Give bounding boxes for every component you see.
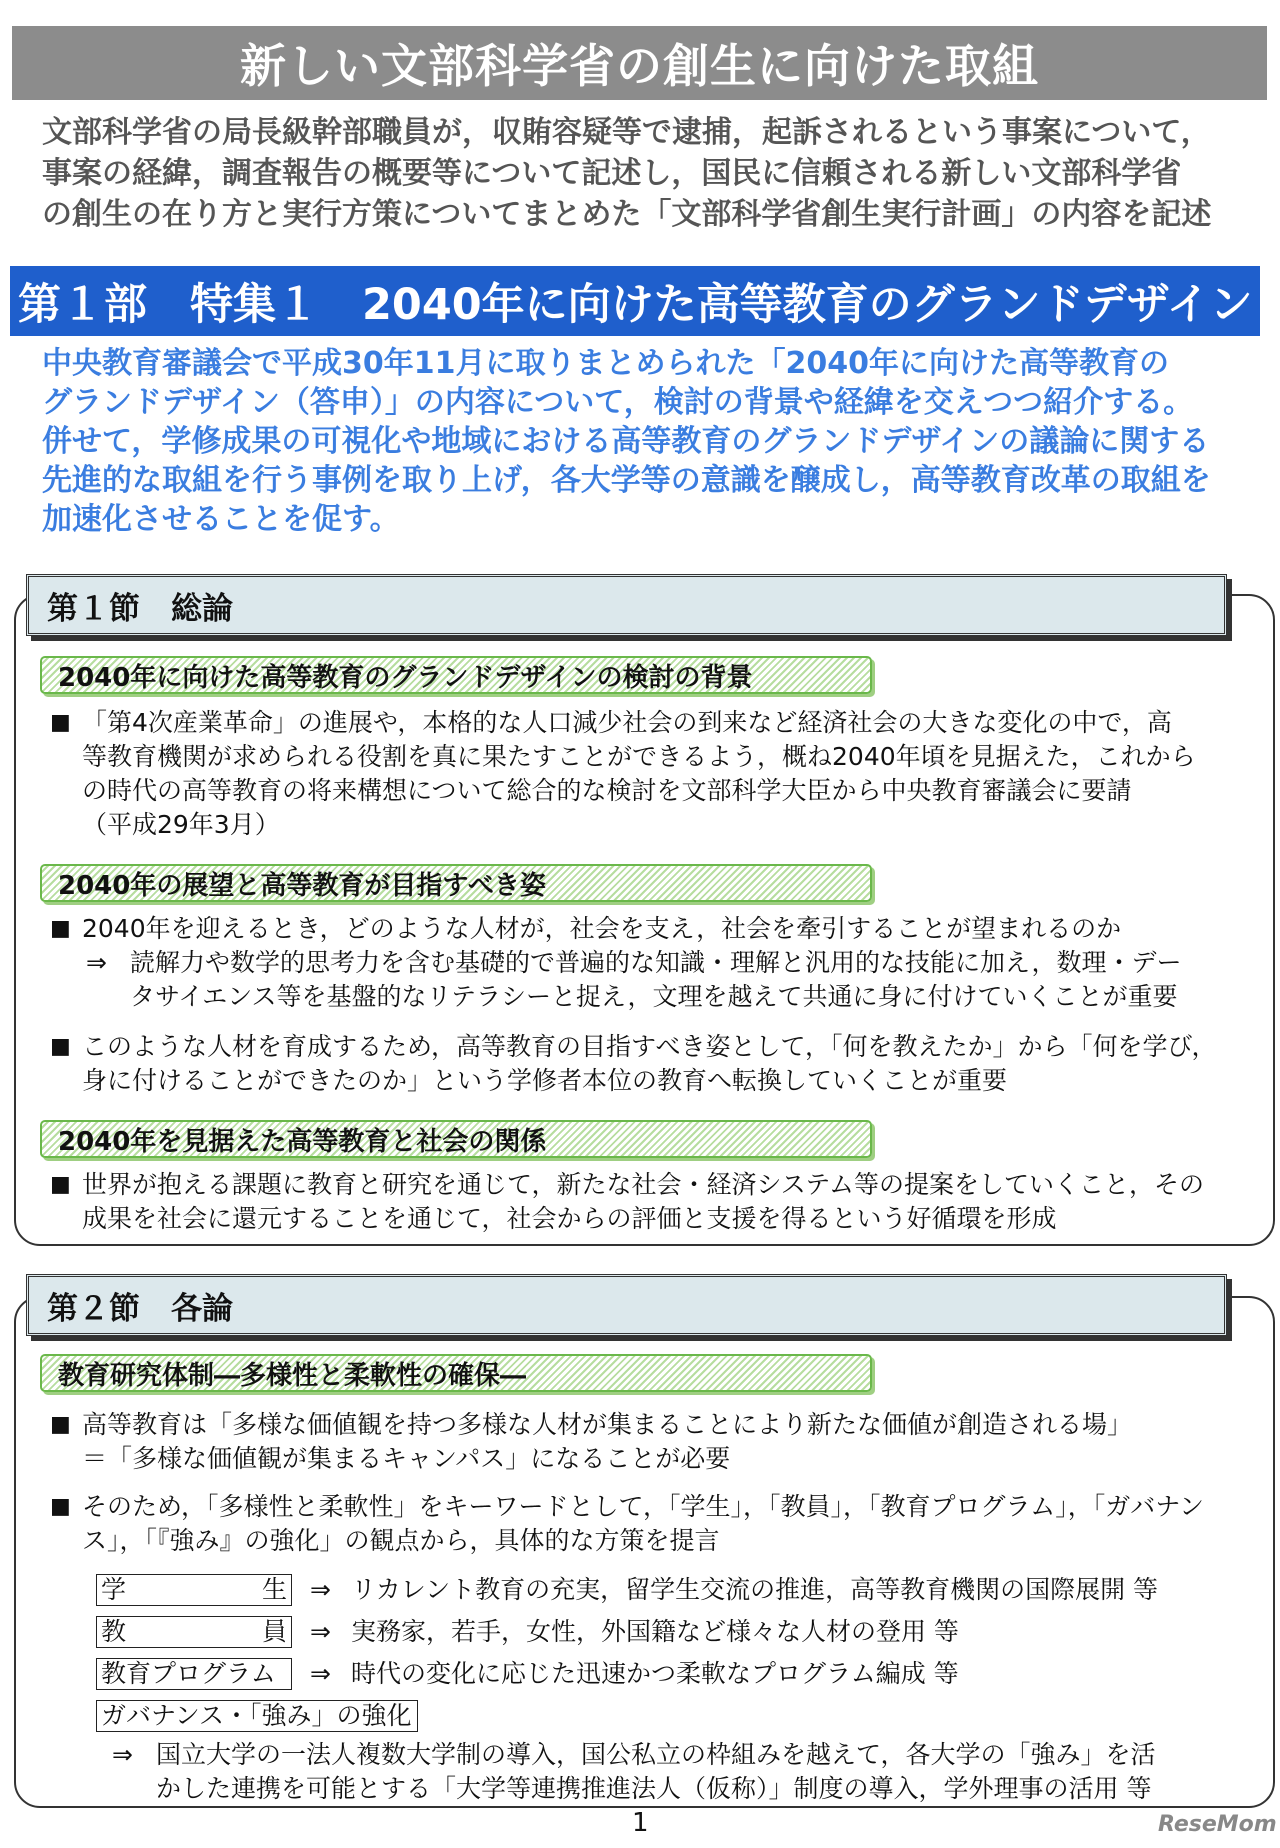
- para-line: 世界が抱える課題に教育と研究を通じて，新たな社会・経済システム等の提案をしていくこと，その: [82, 1170, 1205, 1199]
- para-line: （平成29年3月）: [82, 810, 280, 839]
- policy-row-governance: [96, 1700, 418, 1732]
- para-line: 等教育機関が求められる役割を真に果たすことができるよう，概ね2040年頃を見据えた，これから: [82, 742, 1196, 771]
- para-line: 高等教育は「多様な価値観を持つ多様な人材が集まることにより新たな価値が創造される場」: [82, 1410, 1133, 1439]
- tag-text: 教: [101, 1617, 127, 1646]
- arrow-icon: ⇒: [112, 1740, 133, 1769]
- bullet-icon: ■: [50, 1494, 71, 1519]
- section-2-subheading-diversity: [40, 1354, 872, 1392]
- bullet-icon: ■: [50, 916, 71, 941]
- para-line: 国立大学の一法人複数大学制の導入，国公私立の枠組みを越えて，各大学の「強み」を活: [156, 1740, 1156, 1769]
- section-1-paragraph-2: [50, 912, 1260, 946]
- para-line: 身に付けることができたのか」という学修者本位の教育へ転換していくことが重要: [82, 1066, 1008, 1095]
- bullet-icon: ■: [50, 1412, 71, 1437]
- summary-line: 併せて，学修成果の可視化や地域における高等教育のグランドデザインの議論に関する: [42, 424, 1210, 459]
- blue-summary: [42, 344, 1272, 539]
- para-line: ＝「多様な価値観が集まるキャンパス」になることが必要: [82, 1444, 731, 1473]
- policy-text: 実務家，若手，女性，外国籍など様々な人材の登用 等: [350, 1617, 959, 1646]
- subheading-label: 2040年を見据えた高等教育と社会の関係: [58, 1126, 547, 1157]
- para-line: 成果を社会に還元することを通じて，社会からの評価と支援を得るという好循環を形成: [82, 1204, 1057, 1233]
- policy-row-program: [96, 1658, 959, 1690]
- policy-tag: [96, 1616, 292, 1648]
- section-2-paragraph-2: [50, 1490, 1260, 1558]
- summary-line: 先進的な取組を行う事例を取り上げ，各大学等の意識を醸成し，高等教育改革の取組を: [42, 463, 1211, 498]
- document-title: 新しい文部科学省の創生に向けた取組: [12, 26, 1267, 100]
- policy-row-students: [96, 1574, 1158, 1606]
- governance-arrow-note: [112, 1738, 1280, 1806]
- summary-line: 加速化させることを促す。: [42, 502, 400, 537]
- para-line: 「第4次産業革命」の進展や，本格的な人口減少社会の到来など経済社会の大きな変化の中で，高: [82, 708, 1172, 737]
- para-line: そのため，「多様性と柔軟性」をキーワードとして，「学生」，「教員」，「教育プログラム」，「ガバナン: [82, 1492, 1205, 1521]
- policy-text: 時代の変化に応じた迅速かつ柔軟なプログラム編成 等: [350, 1659, 959, 1688]
- grey-summary: [42, 112, 1262, 235]
- policy-tag: ガバナンス・「強み」の強化: [96, 1700, 418, 1732]
- section-1-paragraph-1: [50, 706, 1260, 842]
- subheading-label: 2040年の展望と高等教育が目指すべき姿: [58, 870, 546, 901]
- page-number: 1: [632, 1808, 649, 1838]
- policy-text: リカレント教育の充実，留学生交流の推進，高等教育機関の国際展開 等: [350, 1575, 1159, 1604]
- policy-row-faculty: [96, 1616, 959, 1648]
- summary-line: グランドデザイン（答申）」の内容について，検討の背景や経緯を交えつつ紹介する。: [42, 385, 1194, 420]
- arrow-icon: ⇒: [310, 1575, 331, 1604]
- para-line: ス」，「『強み』の強化」の観点から，具体的な方策を提言: [82, 1526, 720, 1555]
- summary-line: 中央教育審議会で平成30年11月に取りまとめられた「2040年に向けた高等教育の: [42, 346, 1169, 381]
- arrow-icon: ⇒: [86, 948, 107, 977]
- para-line: 2040年を迎えるとき，どのような人材が，社会を支え，社会を牽引することが望まれるのか: [82, 914, 1122, 943]
- para-line: かした連携を可能とする「大学等連携推進法人（仮称）」制度の導入，学外理事の活用 等: [156, 1774, 1152, 1803]
- para-line: 読解力や数学的思考力を含む基礎的で普遍的な知識・理解と汎用的な技能に加え，数理・デー: [130, 948, 1182, 977]
- summary-line: の創生の在り方と実行方策についてまとめた「文部科学省創生実行計画」の内容を記述: [42, 197, 1212, 232]
- section-1-subheading-outlook: [40, 864, 872, 902]
- arrow-icon: ⇒: [310, 1617, 331, 1646]
- section-1-header: 第１節 総論: [26, 574, 1227, 636]
- bullet-icon: ■: [50, 1172, 71, 1197]
- publisher-logo: ReseMom: [1158, 1812, 1277, 1837]
- bullet-icon: ■: [50, 710, 71, 735]
- summary-line: 文部科学省の局長級幹部職員が，収賄容疑等で逮捕，起訴されるという事案について，: [42, 115, 1211, 150]
- part-title: 第１部 特集１ 2040年に向けた高等教育のグランドデザイン: [10, 266, 1260, 336]
- section-1-subheading-society: [40, 1120, 872, 1158]
- para-line: の時代の高等教育の将来構想について総合的な検討を文部科学大臣から中央教育審議会に要請: [82, 776, 1132, 805]
- section-1-subheading-background: [40, 656, 872, 694]
- para-line: このような人材を育成するため，高等教育の目指すべき姿として，「何を教えたか」から「何を学び，: [82, 1032, 1217, 1061]
- arrow-icon: ⇒: [310, 1659, 331, 1688]
- tag-text: 員: [261, 1617, 287, 1646]
- summary-line: 事案の経緯，調査報告の概要等について記述し，国民に信頼される新しい文部科学省: [42, 156, 1182, 191]
- subheading-label: 2040年に向けた高等教育のグランドデザインの検討の背景: [58, 662, 753, 693]
- section-2-paragraph-1: [50, 1408, 1260, 1476]
- policy-tag: [96, 1574, 292, 1606]
- bullet-icon: ■: [50, 1034, 71, 1059]
- tag-text: 教育プログラム: [101, 1659, 276, 1688]
- para-line: タサイエンス等を基盤的なリテラシーと捉え，文理を越えて共通に身に付けていくことが重要: [130, 982, 1178, 1011]
- tag-text: 学: [101, 1575, 127, 1604]
- policy-tag: [96, 1658, 292, 1690]
- section-1-paragraph-3: [50, 1030, 1260, 1098]
- section-1-arrow-note: [86, 946, 1256, 1014]
- tag-text: 生: [261, 1575, 287, 1604]
- section-2-header: 第２節 各論: [26, 1274, 1227, 1336]
- subheading-label: 教育研究体制―多様性と柔軟性の確保―: [58, 1360, 527, 1391]
- section-1-paragraph-4: [50, 1168, 1260, 1236]
